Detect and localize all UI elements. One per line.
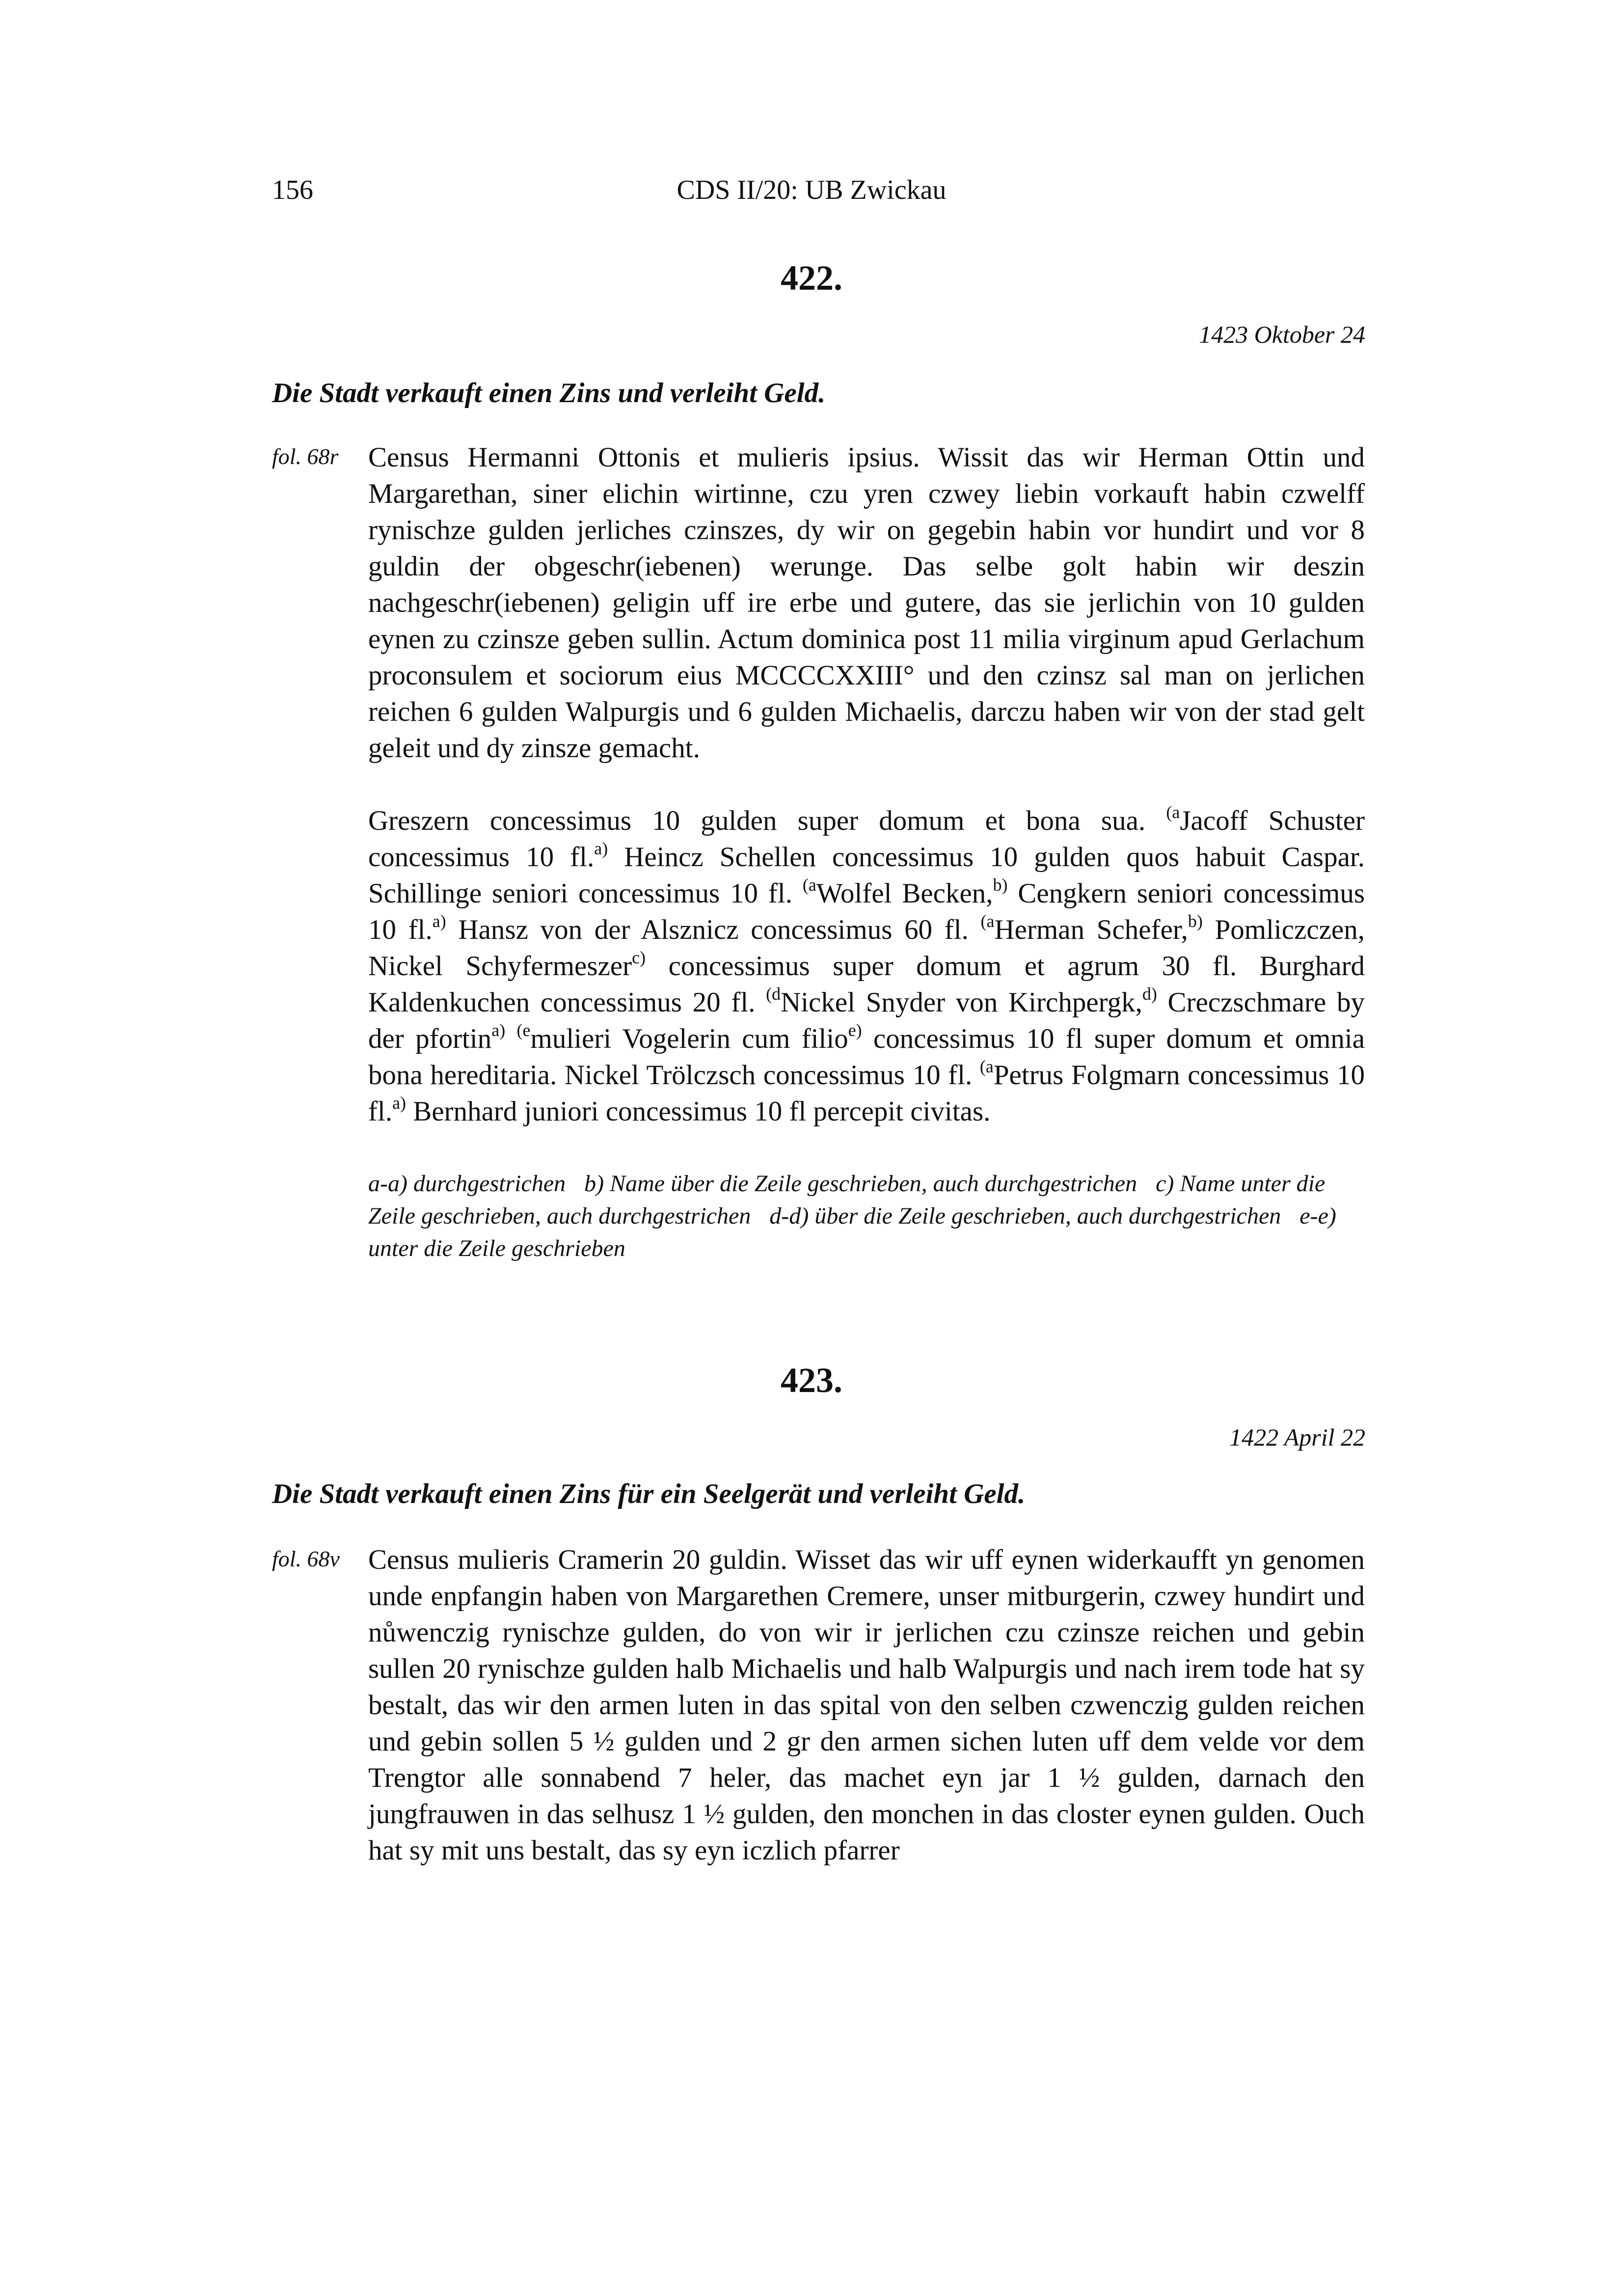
entry-date: 1423 Oktober 24 <box>1199 321 1365 348</box>
footnote-marker: a) <box>392 1093 406 1113</box>
apparatus-note: e-e) unter die Zeile geschrieben <box>368 1203 1336 1261</box>
footnote-marker: (a <box>802 875 816 895</box>
apparatus-note: c) Name unter die Zeile geschrieben, auch durchgestrichen <box>368 1171 1325 1229</box>
text-segment: Creczschmare by der pfortin <box>368 987 1365 1054</box>
footnote-marker: b) <box>993 875 1008 895</box>
text-segment: Bernhard juniori concessimus 10 fl percepit civitas. <box>406 1096 991 1127</box>
text-segment: Hansz von der Alsznicz concessimus 60 fl. <box>446 914 969 945</box>
apparatus-note: a-a) durchgestrichen <box>368 1171 566 1197</box>
text-segment: concessimus super domum et agrum 30 fl. Burghard Kaldenkuchen concessimus 20 fl. <box>368 951 1365 1018</box>
footnote-marker: a) <box>594 839 608 858</box>
text-segment: Cengkern seniori concessimus 10 fl. <box>368 878 1365 945</box>
critical-apparatus <box>368 1168 1365 1265</box>
entry-text: Census Hermanni Ottonis et mulieris ipsius. Wissit das wir Herman Ottin und Margarethan, siner elichin wirtinne, czu yren czwey liebin vorkauft habin czwelff rynischze gulden jerliches czinszes, dy wir on gegebin habin vor hundirt und vor 8 guldin der obgeschr(iebenen) werunge. Das selbe golt habin wir deszin nachgeschr(iebenen) geligin uff ire erbe und gutere, das sie jerlichin von 10 gulden eynen zu czinsze geben sullin. Actum dominica post 11 milia virginum apud Gerlachum proconsulem et sociorum eius MCCCCXXIII° und den czinsz sal man on jerlichen reichen 6 gulden Walpurgis und 6 gulden Michaelis, darczu haben wir von der stad gelt geleit und dy zinsze gemacht. <box>368 442 1365 764</box>
text-segment: Pomliczczen, Nickel Schyfermeszer <box>368 914 1365 982</box>
page-number: 156 <box>272 175 313 205</box>
entry-text: Census mulieris Cramerin 20 guldin. Wisset das wir uff eynen widerkaufft yn genomen unde enpfangin haben von Margarethen Cremere, unser mitburgerin, czwey hundirt und nůwenczig rynischze gulden, do von wir ir jerlichen czu czinsze reichen und gebin sullen 20 rynischze gulden halb Michaelis und halb Walpurgis und nach irem tode hat sy bestalt, das wir den armen luten in das spital von den selben czwenczig gulden reichen und gebin sollen 5 ½ gulden und 2 gr den armen sichen luten uff dem velde vor dem Trengtor alle sonnabend 7 heler, das machet eyn jar 1 ½ gulden, darnach den jungfrauwen in das selhusz 1 ½ gulden, den monchen in das closter eynen gulden. Ouch hat sy mit uns bestalt, das sy eyn iczlich pfarrer <box>368 1544 1365 1866</box>
footnote-marker: (d <box>766 984 781 1004</box>
entry-date: 1422 April 22 <box>1229 1423 1365 1451</box>
text-segment: mulieri Vogelerin cum filio <box>530 1023 848 1054</box>
text-segment: concessimus 10 fl super domum et omnia bona hereditaria. Nickel Trölczsch concessimus 10 fl. <box>368 1023 1365 1091</box>
footnote-marker: a) <box>432 911 446 931</box>
footnote-marker: e) <box>848 1020 862 1040</box>
text-segment: Petrus Folgmarn concessimus 10 fl. <box>368 1060 1365 1127</box>
footnote-marker: d) <box>1142 984 1157 1004</box>
text-segment: Herman Schefer, <box>994 914 1188 945</box>
folio-marker: fol. 68r <box>272 444 339 469</box>
footnote-marker: (a <box>979 1057 994 1076</box>
text-segment: Wolfel Becken, <box>816 878 993 909</box>
entry-number: 423. <box>781 1361 842 1400</box>
footnote-marker: (a <box>980 911 995 931</box>
folio-marker: fol. 68v <box>272 1546 340 1571</box>
footnote-marker: c) <box>632 948 646 967</box>
running-head-title: CDS II/20: UB Zwickau <box>676 175 947 205</box>
footnote-marker: (a <box>1166 802 1180 822</box>
apparatus-note: b) Name über die Zeile geschrieben, auch durchgestrichen <box>584 1171 1137 1197</box>
text-segment: Greszern concessimus 10 gulden super domum et bona sua. <box>368 805 1146 836</box>
footnote-marker: b) <box>1188 911 1203 931</box>
text-segment: Jacoff Schuster concessimus 10 fl. <box>368 805 1365 873</box>
entry-title: Die Stadt verkauft einen Zins und verleiht Geld. <box>272 378 826 409</box>
text-segment: Heincz Schellen concessimus 10 gulden quos habuit Caspar. Schillinge seniori concessimus 10 fl. <box>368 842 1365 909</box>
entry-title: Die Stadt verkauft einen Zins für ein Seelgerät und verleiht Geld. <box>272 1478 1026 1509</box>
footnote-marker: (e <box>516 1020 531 1040</box>
entry-text-continuation <box>368 803 1365 1130</box>
apparatus-note: d-d) über die Zeile geschrieben, auch durchgestrichen <box>769 1203 1281 1229</box>
text-segment: Nickel Snyder von Kirchpergk, <box>781 987 1142 1018</box>
footnote-marker: a) <box>491 1020 506 1040</box>
running-head <box>0 174 1623 214</box>
entry-number: 422. <box>781 258 842 298</box>
